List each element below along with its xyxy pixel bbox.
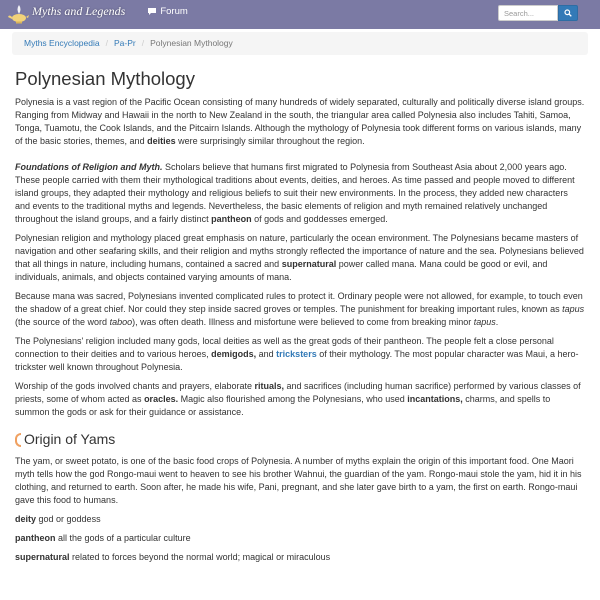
breadcrumb-separator: / [105, 38, 108, 49]
keyword-rituals: rituals, [254, 381, 284, 392]
search-form [498, 5, 578, 21]
search-button[interactable] [558, 5, 578, 21]
nav-forum-label: Forum [160, 5, 188, 17]
breadcrumb-current: Polynesian Mythology [150, 38, 233, 49]
keyword-incantations: incantations, [407, 394, 463, 405]
section-bracket-icon [15, 433, 21, 447]
gods-paragraph: The Polynesians' religion included many gods, local deities as well as the great gods of their pantheon. The people felt a close personal connection to their deities and to various heroes, demigods, and tricksters of their mythology. The most popular character was Maui, a hero-trickster well known throughout Polynesia. [15, 336, 579, 373]
comment-icon [147, 7, 157, 16]
breadcrumb-pa-pr[interactable]: Pa-Pr [113, 38, 136, 49]
keyword-demigods: demigods, [211, 349, 257, 360]
foundations-paragraph: Foundations of Religion and Myth. Scholars believe that humans first migrated to Polynesia from Southeast Asia about 2,000 years ago. These people carried with them their mythological traditions about events, deities, and heroes. As time passed and people moved to different island groups, they adapted their mythology and religious beliefs to suit their new environments. In the process, they added new characters and events to the traditional myths and legends. Nevertheless, the basic elements of religion and myth remained relatively unchanged throughout the island groups, and a fairly distinct pantheon of gods and goddesses emerged. [15, 161, 575, 224]
nature-paragraph: Polynesian religion and mythology placed great emphasis on nature, particularly the ocean environment. The Polynesians became masters of navigation and other seafaring skills, and their religion and myths strongly reflected the importance of nature and the sea. Polynesians believed that all things in nature, including humans, contained a sacred and supernatural power called mana. Mana could be good or evil, and individuals, animals, and objects contained varying amounts of mana. [15, 232, 584, 282]
genie-lamp-logo [6, 3, 30, 27]
brand-name: Myths and Legends [32, 3, 126, 18]
keyword-deities: deities [147, 136, 176, 147]
intro-paragraph: Polynesia is a vast region of the Pacific Ocean consisting of many hundreds of widely separated, culturally and politically diverse island groups. Ranging from Midway and Hawaii in the north to New Zealand in the south, the triangular area called Polynesia also includes Tahiti, Samoa, Tonga, Tuamotu, the Cook Islands, and the Pitcairn Islands. Although the mythology of Polynesia took different forms on various islands, many of the basic stories, themes, and deities were surprisingly similar throughout the region. [15, 97, 585, 147]
brand-link[interactable] [0, 0, 125, 29]
keyword-oracles: oracles. [144, 394, 179, 405]
worship-paragraph: Worship of the gods involved chants and prayers, elaborate rituals, and sacrifices (including human sacrifice) performed by various classes of priests, some of whom acted as oracles. Magic also flourished among the Polynesians, who used incantations, charms, and spells to summon the gods or ask for their guidance or assistance. [15, 381, 581, 418]
breadcrumb-myths-encyclopedia[interactable]: Myths Encyclopedia [24, 38, 100, 49]
top-navbar [0, 0, 600, 29]
breadcrumb [12, 32, 588, 55]
search-input[interactable] [498, 5, 558, 21]
glossary-item: deity god or goddess [15, 513, 101, 524]
nav-forum-link[interactable] [147, 5, 187, 19]
keyword-supernatural: supernatural [281, 258, 337, 269]
tricksters-link[interactable]: tricksters [276, 349, 317, 360]
glossary-item: pantheon all the gods of a particular culture [15, 532, 191, 543]
glossary-item: supernatural related to forces beyond the normal world; magical or miraculous [15, 551, 331, 562]
page-title: Polynesian Mythology [15, 68, 195, 89]
yams-paragraph: The yam, or sweet potato, is one of the basic food crops of Polynesia. A number of myths explain the origin of this important food. One Maori myth tells how the god Rongo-maui went to heaven to see his brother Wahnui, the guardian of the yam. Rongo-maui stole the yam, hid it in his clothing, and returned to earth. Soon after, he made his wife, Pani, pregnant, and she later gave birth to a yam, the first on earth. Rongo-maui gave this food to humans. [15, 455, 582, 505]
section-heading-origin-of-yams [15, 429, 585, 449]
mana-paragraph: Because mana was sacred, Polynesians invented complicated rules to protect it. Ordinary people were not allowed, for example, to touch even the shadow of a great chief. Nor could they step inside sacred groves or temples. The punishment for breaking important rules, known as tapus (the source of the word taboo), was often death. Illness and misfortune were believed to come from breaking minor tapus. [15, 290, 585, 328]
article-content [0, 69, 600, 564]
search-icon [564, 9, 572, 17]
keyword-pantheon: pantheon [211, 213, 252, 224]
section-title: Origin of Yams [24, 431, 116, 448]
foundations-heading: Foundations of Religion and Myth. [15, 161, 163, 172]
breadcrumb-separator: / [141, 38, 145, 49]
